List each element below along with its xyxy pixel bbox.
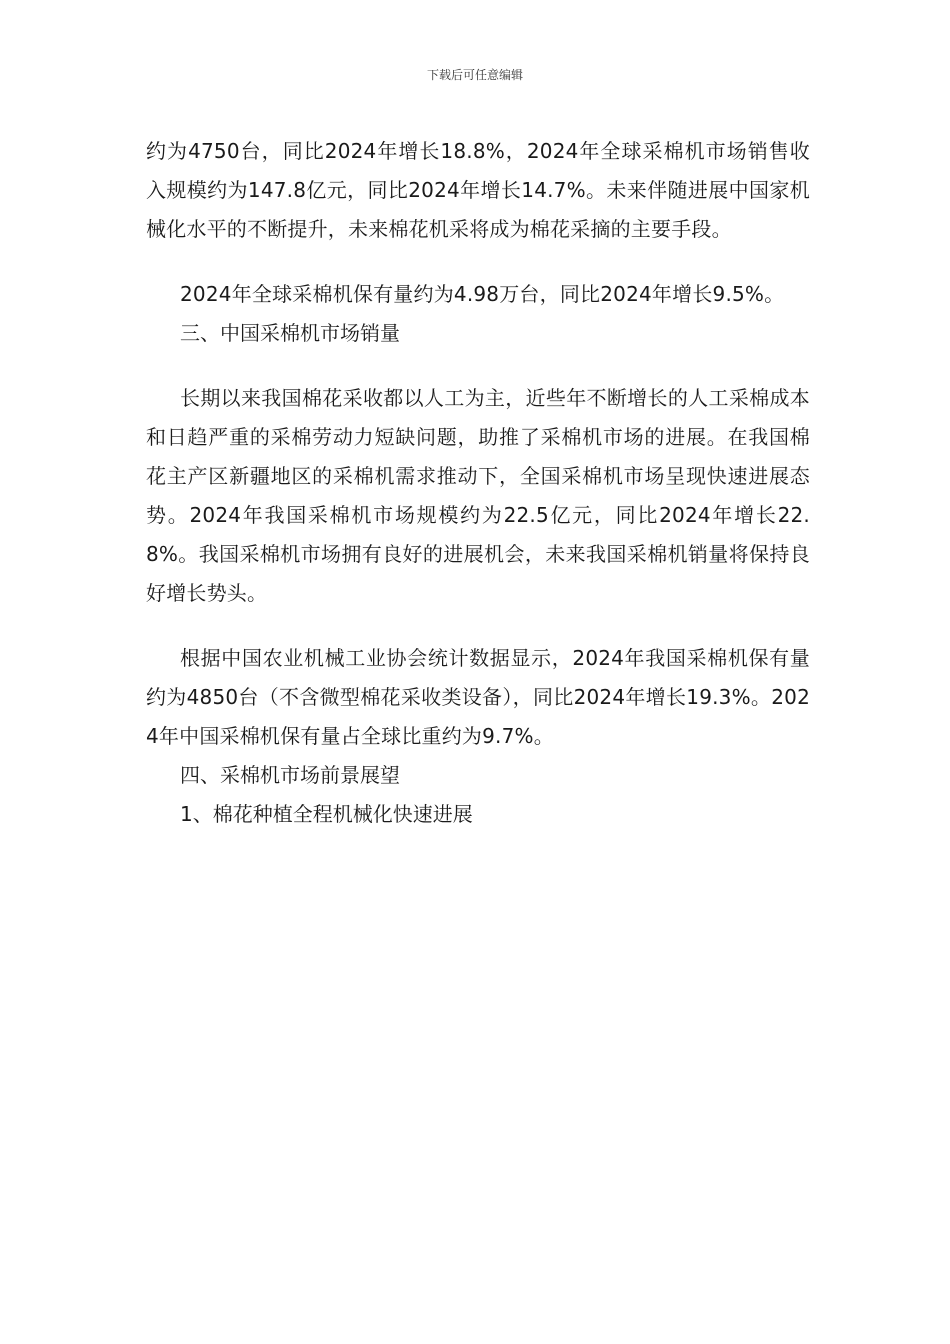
paragraph-china-market: 长期以来我国棉花采收都以人工为主，近些年不断增长的人工采棉成本和日趋严重的采棉劳动力短缺问题，助推了采棉机市场的进展。在我国棉花主产区新疆地区的采棉机需求推动下，全国采棉机市场呈现快速进展态势。2024年我国采棉机市场规模约为22.5亿元，同比2024年增长22.8%。我国采棉机市场拥有良好的进展机会，未来我国采棉机销量将保持良好增长势头。 xyxy=(146,386,810,605)
header-note: 下载后可任意编辑 xyxy=(426,68,523,82)
paragraph-global-inventory: 2024年全球采棉机保有量约为4.98万台，同比2024年增长9.5%。 xyxy=(180,282,785,306)
section-heading-3: 三、中国采棉机市场销量 xyxy=(180,321,400,345)
subsection-heading-4-1: 1、棉花种植全程机械化快速进展 xyxy=(180,802,473,826)
section-heading-4: 四、采棉机市场前景展望 xyxy=(180,763,400,787)
paragraph-china-inventory: 根据中国农业机械工业协会统计数据显示，2024年我国采棉机保有量约为4850台（不含微型棉花采收类设备），同比2024年增长19.3%。2024年中国采棉机保有量占全球比重约为9.7%。 xyxy=(146,646,810,748)
document-body xyxy=(146,132,810,834)
paragraph-continued: 约为4750台，同比2024年增长18.8%，2024年全球采棉机市场销售收入规模约为147.8亿元，同比2024年增长14.7%。未来伴随进展中国家机械化水平的不断提升，未来棉花机采将成为棉花采摘的主要手段。 xyxy=(146,139,810,241)
